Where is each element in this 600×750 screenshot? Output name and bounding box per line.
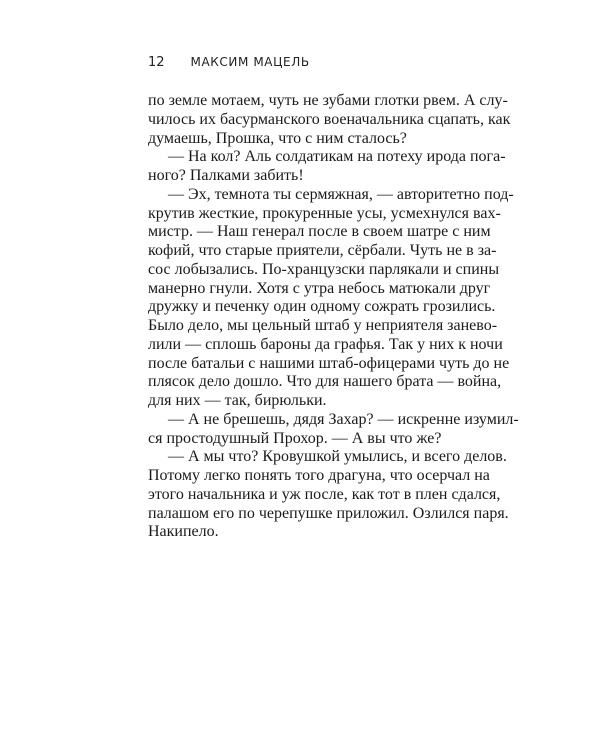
running-head	[148, 55, 310, 73]
text-line: для них — так, бирюльки.	[148, 392, 327, 409]
page-number: 12	[148, 55, 165, 70]
text-line: чилось их басурманского военачальника сцапать, как	[148, 110, 511, 128]
text-line: Накипело.	[148, 523, 219, 541]
text-line: сос лобызались. По-хранцузски парлякали и спины	[148, 260, 500, 278]
text-line: мистр. — Наш генерал после в своем шатре с ним	[148, 223, 491, 241]
text-line: этого начальника и уж после, как тот в плен сдался,	[148, 485, 501, 503]
text-line: манерно гнули. Хотя с утра небось матюкали друг	[148, 279, 491, 297]
text-line: кофий, что старые приятели, сёрбали. Чуть не в за-	[148, 242, 497, 259]
text-line: ся простодушный Прохор. — А вы что же?	[148, 429, 442, 447]
text-line: — А не брешешь, дядя Захар? — искренне изумил-	[168, 410, 519, 428]
text-line: думаешь, Прошка, что с ним сталось?	[148, 129, 407, 147]
text-line: — Эх, темнота ты сермяжная, — авторитетно под-	[168, 185, 514, 203]
author-name: МАКСИМ МАЦЕЛЬ	[190, 55, 310, 69]
text-line: плясок дело дошло. Что для нашего брата — война,	[148, 373, 502, 391]
text-line: дружку и печенку один одному сожрать грозились.	[148, 298, 496, 316]
text-line: — А мы что? Кровушкой умылись, и всего делов.	[168, 448, 507, 466]
text-line: после батальи с нашими штаб-офицерами чуть до не	[148, 354, 510, 372]
text-line: по земле мотаем, чуть не зубами глотки рвем. А слу-	[148, 92, 508, 109]
text-line: палашом его по черепушке приложил. Озлился паря.	[148, 504, 509, 522]
text-line: Было дело, мы цельный штаб у неприятеля занево-	[148, 317, 498, 334]
body-text	[148, 92, 519, 542]
text-line: — На кол? Аль солдатикам на потеху ирода пога-	[168, 148, 506, 166]
text-line: крутив жесткие, прокуренные усы, усмехнулся вах-	[148, 204, 501, 222]
text-line: Потому легко понять того драгуна, что осерчал на	[148, 467, 490, 484]
text-line: ного? Палками забить!	[148, 167, 304, 184]
text-line: лили — сплошь бароны да графья. Так у них к ночи	[148, 335, 503, 353]
